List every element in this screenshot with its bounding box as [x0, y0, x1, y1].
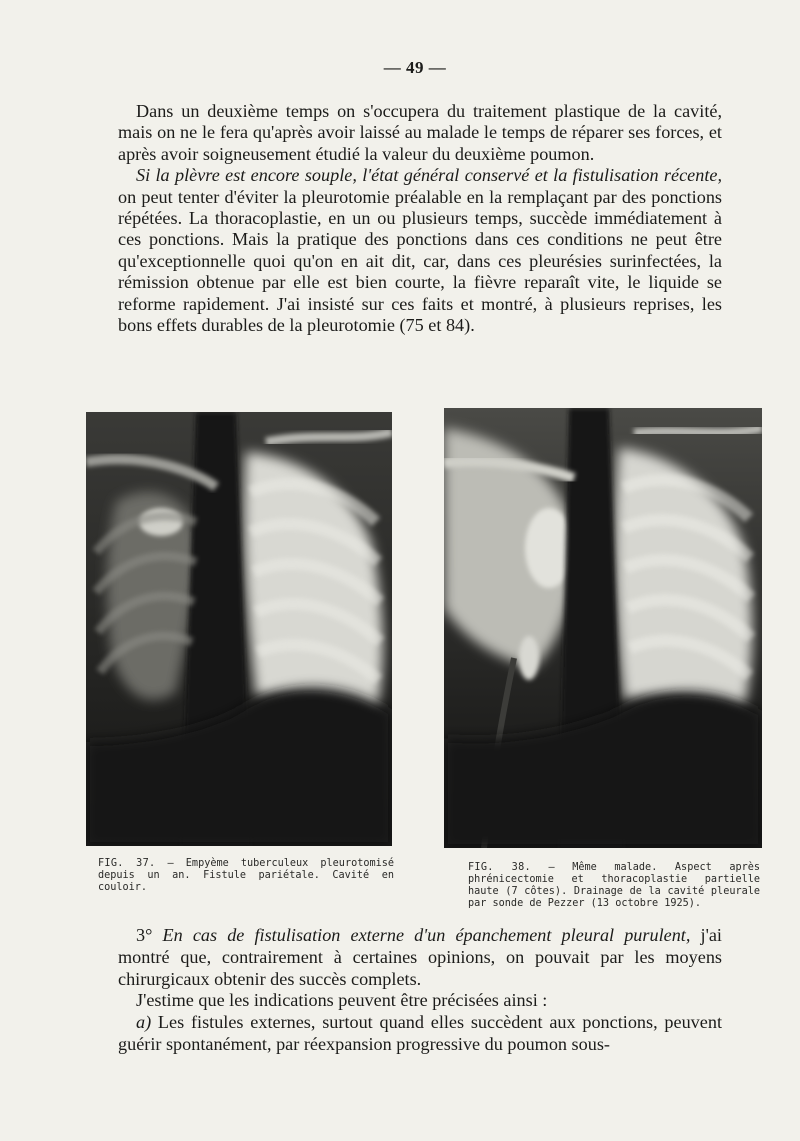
paragraph-punctions-text: on peut tenter d'éviter la pleurotomie préalable en la remplaçant par des ponctions répétées. La thoracoplastie, en un ou plusieurs temps, succède immédiatement à ces ponctions. Mais la pratique des ponctions dans ces conditions ne peut être qu'exceptionnelle quoi qu'on en ait dit, car, dans ces pleurésies surinfectées, la rémission obtenue par elle est bien courte, la fièvre reparaît vite, le liquide se reforme rapidement. J'ai insisté sur ces faits et montré, à plusieurs reprises, les bons effets durables de la pleurotomie (75 et 84).: [118, 186, 722, 336]
paragraph-plastic-treatment: Dans un deuxième temps on s'occupera du traitement plastique de la cavité, mais on ne le fera qu'après avoir laissé au malade le temps de réparer ses forces, et après avoir soigneusement étudié la valeur du deuxième poumon.: [118, 101, 722, 164]
caption-figure-37-text: — Empyème tuberculeux pleurotomisé depuis un an. Fistule pariétale. Cavité en couloir.: [98, 858, 395, 893]
paragraph-indications: J'estime que les indications peuvent être précisées ainsi :: [136, 990, 548, 1011]
page-number: — 49 —: [383, 58, 447, 77]
paragraph-punctions: [118, 165, 722, 336]
radiograph-figure-37: [86, 412, 392, 846]
list-letter-a: a): [136, 1012, 152, 1033]
caption-figure-38-text: — Même malade. Aspect après phrénicectomie et thoracoplastie partielle haute (7 côtes). Drainage de la cavité pleurale par sonde de Pezzer (13 octobre 1925).: [468, 862, 760, 909]
caption-figure-38: [468, 862, 760, 910]
paragraph-external-fistulisation: [118, 925, 722, 990]
caption-figure-38-label: FIG. 38.: [468, 862, 531, 873]
paragraph-external-fistulisation-text: j'ai montré que, contrairement à certaines opinions, on pouvait par les moyens chirurgicaux obtenir des succès complets.: [118, 925, 722, 989]
paragraph-external-fistulas-text: Les fistules externes, surtout quand elles succèdent aux ponctions, peuvent guérir spontanément, par réexpansion progressive du poumon sous-: [118, 1012, 722, 1054]
top-text-block: [118, 101, 722, 336]
caption-figure-37-label: FIG. 37.: [98, 858, 156, 869]
paragraph-external-fistulisation-italic: En cas de fistulisation externe d'un épanchement pleural purulent,: [152, 925, 691, 945]
radiograph-figure-38: [444, 408, 762, 848]
paragraph-punctions-italic: Si la plèvre est encore souple, l'état général conservé et la fistulisation récente,: [136, 165, 722, 186]
caption-figure-37: [98, 858, 394, 894]
section-number: 3°: [136, 925, 153, 945]
bottom-text-block: [118, 925, 722, 1056]
paragraph-external-fistulas: [118, 1012, 722, 1056]
